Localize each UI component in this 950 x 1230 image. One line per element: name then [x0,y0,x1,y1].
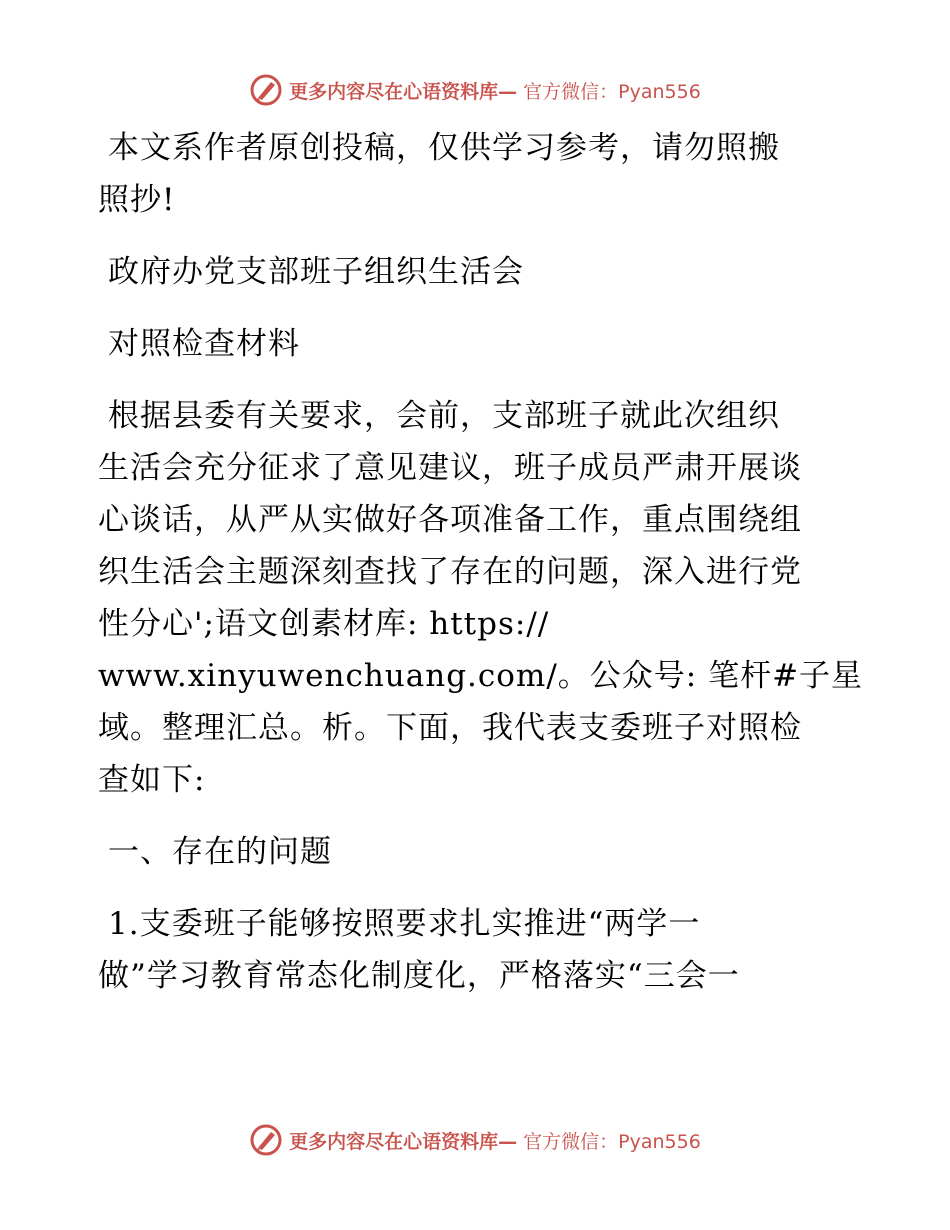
notice-line: 照抄! [98,182,176,218]
title-line-1: 政府办党支部班子组织生活会 [108,254,524,290]
footer-watermark-banner [0,1120,950,1160]
body-line: 域。整理汇总。析。下面，我代表支委班子对照检 [98,710,802,746]
item-line: 1.支委班子能够按照要求扎实推进“两学一 [108,906,701,942]
body-line: 织生活会主题深刻查找了存在的问题，深入进行党 [98,554,802,590]
section-heading: 一、存在的问题 [108,834,332,870]
header-watermark-banner [0,70,950,110]
notice-line: 本文系作者原创投稿，仅供学习参考，请勿照搬 [108,130,780,166]
body-line-url: www.xinyuwenchuang.com/。公众号: 笔杆#子星 [98,658,864,694]
body-line: 查如下: [98,762,206,798]
body-line: 生活会充分征求了意见建议，班子成员严肃开展谈 [98,450,802,486]
body-line: 心谈话，从严从实做好各项准备工作，重点围绕组 [98,502,802,538]
pen-logo-icon [249,1123,283,1157]
body-line: 性分心';语文创素材库: https:// [98,606,550,642]
notice-paragraph [98,122,858,226]
body-line: 根据县委有关要求，会前，支部班子就此次组织 [108,398,780,434]
title-line-2: 对照检查材料 [108,326,300,362]
intro-paragraph [98,390,864,806]
banner-site-text: 更多内容尽在心语资料库— [289,1130,518,1153]
item-1-paragraph [98,898,858,1002]
banner-site-text: 更多内容尽在心语资料库— [289,80,518,103]
banner-wechat-text: 官方微信：Pyan556 [523,80,701,103]
document-body [98,122,864,1022]
banner-wechat-text: 官方微信：Pyan556 [523,1130,701,1153]
item-line: 做”学习教育常态化制度化，严格落实“三会一 [98,958,740,994]
pen-logo-icon [249,73,283,107]
